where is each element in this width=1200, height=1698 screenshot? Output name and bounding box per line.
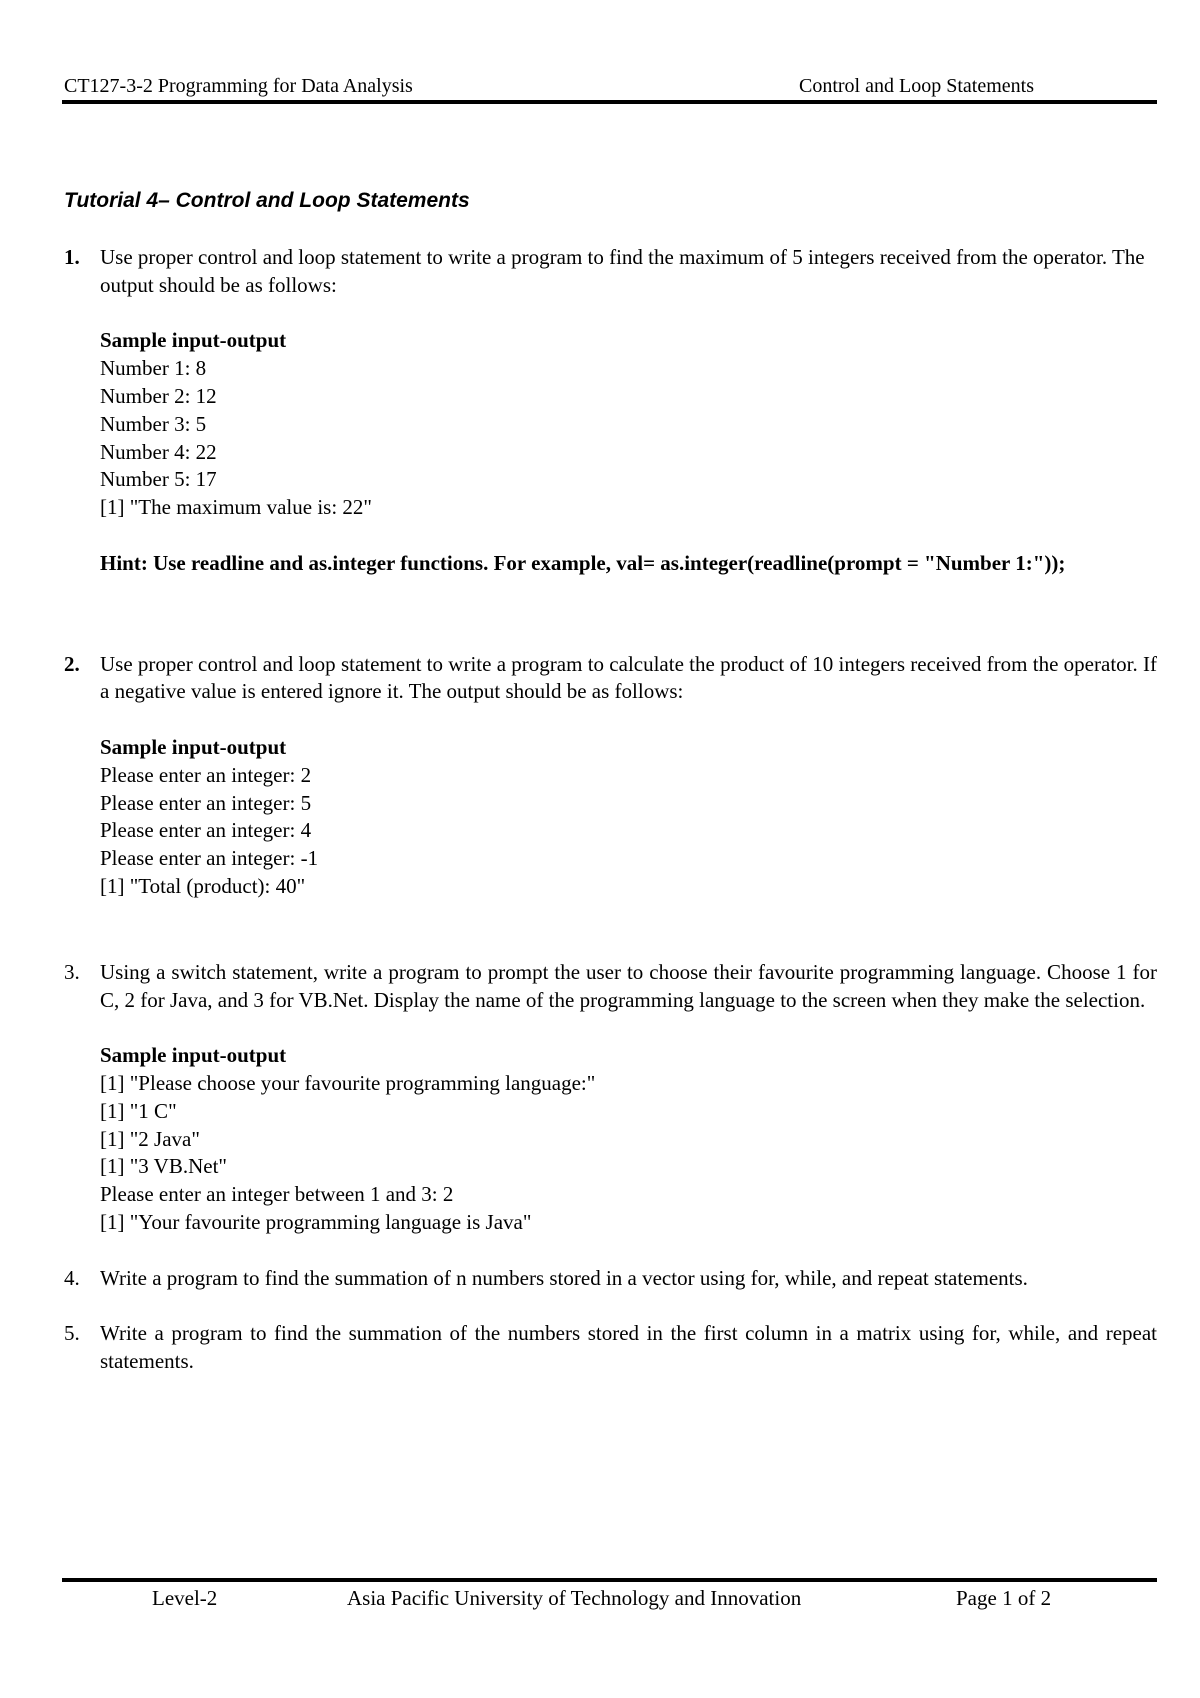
question-4 (64, 1265, 1157, 1293)
question-text: Using a switch statement, write a program to prompt the user to choose their favourite programming language. Choose 1 for C, 2 for Java, and 3 for VB.Net. Display the name of the programming language to the screen when they make the selection. (100, 959, 1157, 1012)
question-body (100, 1265, 1157, 1293)
question-body (100, 651, 1157, 901)
question-body (100, 959, 1157, 1237)
question-text: Write a program to find the summation of the numbers stored in the first column in a matrix using for, while, and repeat statements. (100, 1321, 1157, 1373)
question-3 (64, 959, 1157, 1237)
sample-line: Please enter an integer: -1 (100, 846, 319, 871)
hint-text: Hint: Use readline and as.integer functions. For example, val= as.integer(readline(prompt = "Number 1:")); (100, 550, 1066, 575)
sample-block (100, 1042, 1157, 1237)
question-number: 5. (64, 1321, 80, 1346)
question-1 (64, 244, 1157, 578)
sample-block (100, 327, 1157, 522)
sample-heading: Sample input-output (100, 1043, 287, 1068)
question-number: 1. (64, 245, 80, 269)
sample-heading: Sample input-output (100, 734, 287, 759)
footer-rule (62, 1578, 1157, 1582)
sample-heading: Sample input-output (100, 328, 287, 353)
page-title: Tutorial 4– Control and Loop Statements (64, 189, 470, 212)
question-text: Use proper control and loop statement to write a program to calculate the product of 10 integers received from the operator. If a negative value is entered ignore it. The output should be as follows: (100, 651, 1157, 704)
spacer (64, 901, 1157, 959)
spacer (64, 1237, 1157, 1265)
footer-level: Level-2 (152, 1586, 218, 1610)
sample-line: [1] "Your favourite programming language is Java" (100, 1209, 532, 1234)
question-text: Use proper control and loop statement to write a program to find the maximum of 5 integers received from the operator. The output should be as follows: (100, 245, 1145, 297)
question-body (100, 1320, 1157, 1376)
footer-page-number: Page 1 of 2 (956, 1586, 1052, 1610)
sample-line: [1] "Please choose your favourite programming language:" (100, 1070, 596, 1095)
sample-line: Please enter an integer: 2 (100, 762, 312, 787)
question-5 (64, 1320, 1157, 1376)
sample-line: [1] "Total (product): 40" (100, 873, 306, 898)
sample-line: [1] "3 VB.Net" (100, 1154, 227, 1179)
header-course: CT127-3-2 Programming for Data Analysis (64, 75, 413, 97)
question-list (64, 244, 1157, 1376)
sample-line: Number 1: 8 (100, 356, 207, 381)
sample-line: Please enter an integer: 4 (100, 818, 312, 843)
spacer (64, 578, 1157, 651)
header-topic: Control and Loop Statements (799, 75, 1034, 97)
header-rule (62, 100, 1157, 104)
sample-line: Number 2: 12 (100, 383, 217, 408)
spacer (64, 1292, 1157, 1320)
question-body (100, 244, 1157, 578)
sample-line: Number 3: 5 (100, 411, 207, 436)
sample-line: [1] "The maximum value is: 22" (100, 495, 373, 520)
sample-line: Please enter an integer: 5 (100, 790, 312, 815)
sample-block (100, 734, 1157, 901)
sample-line: Number 4: 22 (100, 439, 217, 464)
sample-line: [1] "1 C" (100, 1098, 177, 1123)
question-number: 3. (64, 959, 80, 984)
question-text: Write a program to find the summation of n numbers stored in a vector using for, while, and repeat statements. (100, 1265, 1028, 1290)
sample-line: Number 5: 17 (100, 467, 217, 492)
question-number: 2. (64, 651, 80, 676)
question-2 (64, 651, 1157, 901)
footer-institution: Asia Pacific University of Technology and Innovation (347, 1586, 802, 1610)
sample-line: [1] "2 Java" (100, 1126, 200, 1151)
question-number: 4. (64, 1265, 80, 1290)
sample-line: Please enter an integer between 1 and 3: 2 (100, 1182, 454, 1207)
